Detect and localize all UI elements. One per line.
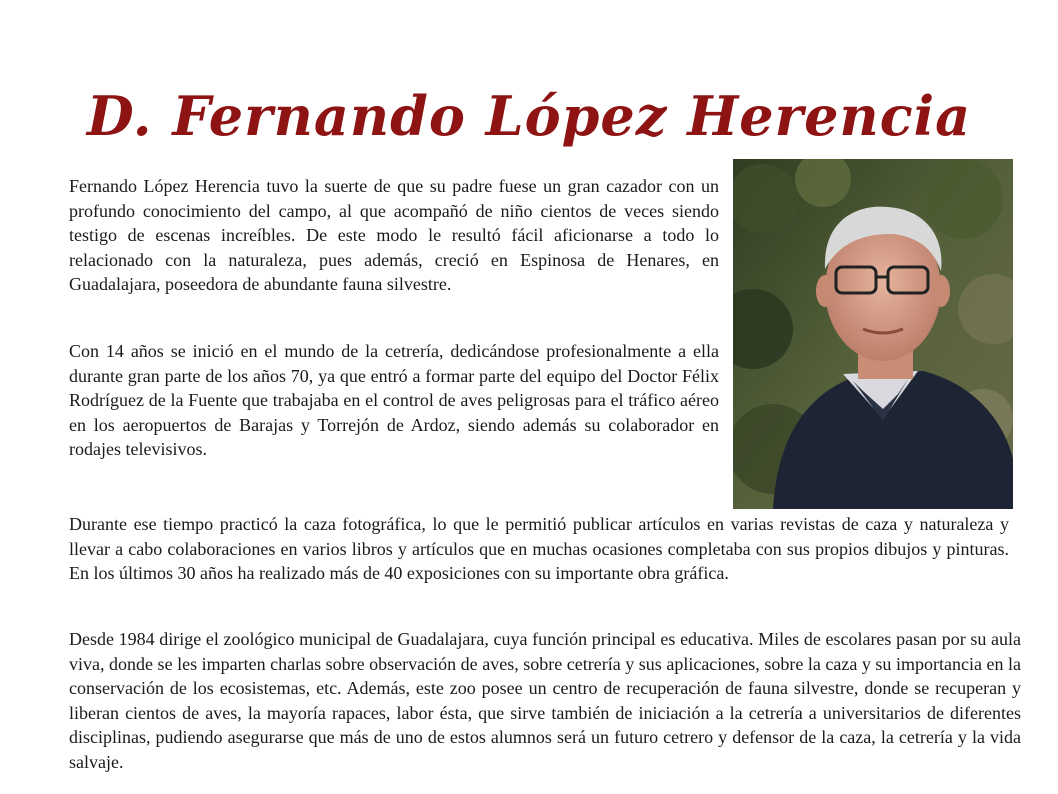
paragraph-photography: Durante ese tiempo practicó la caza fotográfica, lo que le permitió publicar artículos en varias revistas de caza y naturaleza y llevar a cabo colaboraciones en varios libros y artículos que en muchas ocasiones completaba con sus propios dibujos y pinturas. En los últimos 30 años ha realizado más de 40 exposiciones con su importante obra gráfica. — [69, 514, 1009, 583]
page-title: D. Fernando López Herencia — [86, 84, 972, 149]
paragraph-zoo: Desde 1984 dirige el zoológico municipal de Guadalajara, cuya función principal es educativa. Miles de escolares pasan por su aula viva, donde se les imparten charlas sobre observación de aves, sobre cetrería y sus aplicaciones, sobre la caza y su importancia en la conservación de los ecosistemas, etc. Además, este zoo posee un centro de recuperación de fauna silvestre, donde se recuperan y liberan cientos de aves, la mayoría rapaces, labor ésta, que sirve también de iniciación a la cetrería a universitarios de diferentes disciplinas, pudiendo asegurarse que más de uno de estos alumnos será un futuro cetrero y defensor de la caza, la cetrería y la vida salvaje. — [69, 629, 1021, 772]
paragraph-childhood: Fernando López Herencia tuvo la suerte de que su padre fuese un gran cazador con un profundo conocimiento del campo, al que acompañó de niño cientos de veces siendo testigo de escenas increíbles. De este modo le resultó fácil aficionarse a todo lo relacionado con la naturaleza, pues además, creció en Espinosa de Henares, en Guadalajara, poseedora de abundante fauna silvestre. — [69, 176, 719, 294]
portrait-photo — [733, 159, 1013, 509]
paragraph-falconry: Con 14 años se inició en el mundo de la cetrería, dedicándose profesionalmente a ella durante gran parte de los años 70, ya que entró a formar parte del equipo del Doctor Félix Rodríguez de la Fuente que trabajaba en el control de aves peligrosas para el tráfico aéreo en los aeropuertos de Barajas y Torrejón de Ardoz, siendo además su colaborador en rodajes televisivos. — [69, 341, 719, 459]
